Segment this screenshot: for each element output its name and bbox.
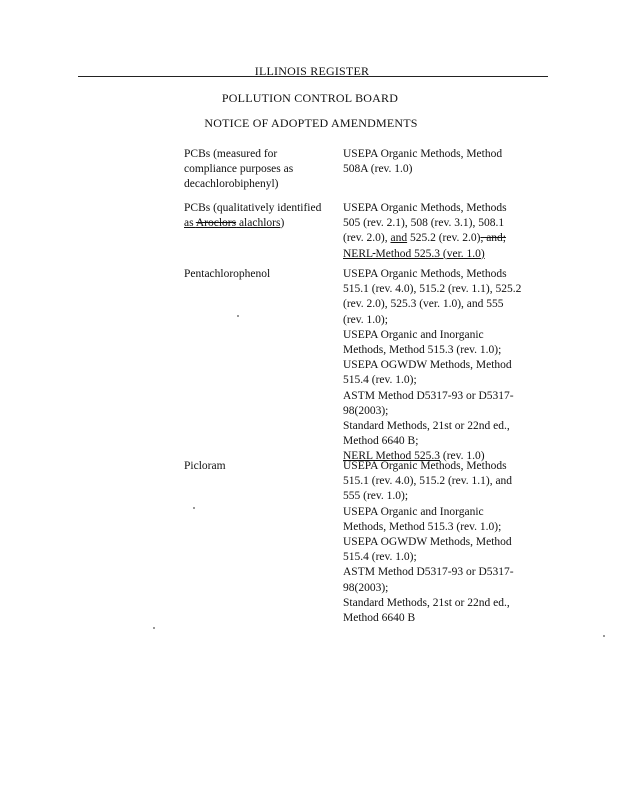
contaminant-name (184, 201, 322, 231)
contaminant-name (184, 459, 319, 474)
method-line: Standard Methods, 21st or 22nd ed., (343, 420, 510, 433)
method-line: Method 6640 B (343, 612, 416, 625)
deleted-text: Aroclors (195, 217, 237, 230)
contaminant-line: Picloram (184, 460, 226, 472)
scan-speck (153, 627, 155, 629)
method-line: 515.4 (rev. 1.0); (343, 374, 417, 387)
method-line: ASTM Method D5317-93 or D5317- (343, 389, 514, 402)
method-line: Method 6640 B; (343, 435, 419, 448)
method-line: 508A (rev. 1.0) (343, 163, 413, 176)
method-list (343, 267, 543, 465)
method-line: USEPA Organic Methods, Methods (343, 460, 507, 472)
method-line: Methods, Method 515.3 (rev. 1.0); (343, 520, 502, 533)
contaminant-line: Pentachlorophenol (184, 268, 271, 280)
contaminant-line: compliance purposes as (184, 163, 294, 176)
method-line: (rev. 1.0); (343, 313, 388, 326)
contaminant-line: PCBs (qualitatively identified (184, 202, 322, 214)
method-line: USEPA Organic Methods, Methods (343, 202, 507, 214)
method-list (343, 459, 543, 626)
scan-speck (603, 635, 605, 637)
scan-speck (237, 315, 239, 317)
method-line: 555 (rev. 1.0); (343, 490, 409, 503)
method-line: 515.4 (rev. 1.0); (343, 551, 417, 564)
method-line: USEPA Organic and Inorganic (343, 328, 484, 341)
method-line-amended (343, 247, 543, 262)
inserted-text: as (184, 217, 196, 230)
method-line: USEPA Organic Methods, Method (343, 148, 503, 160)
method-line: Standard Methods, 21st or 22nd ed., (343, 596, 510, 609)
method-line: USEPA OGWDW Methods, Method (343, 536, 512, 549)
method-line: USEPA Organic Methods, Methods (343, 268, 507, 280)
method-line-amended (343, 231, 543, 246)
plain-text: ) (280, 217, 285, 230)
inserted-text: alachlors (236, 217, 281, 230)
scan-speck (193, 507, 195, 509)
contaminant-line-amended (184, 216, 319, 231)
method-line: 515.1 (rev. 4.0), 515.2 (rev. 1.1), 525.2 (343, 283, 522, 296)
inserted-text: Method 525.3 (ver. 1.0) (375, 247, 485, 260)
contaminant-line: decachlorobiphenyl) (184, 178, 279, 191)
method-list (343, 201, 543, 262)
method-list (343, 147, 543, 177)
inserted-text: and (390, 232, 408, 245)
method-line: 98(2003); (343, 581, 389, 594)
method-line: ASTM Method D5317-93 or D5317- (343, 566, 514, 579)
method-line: 515.1 (rev. 4.0), 515.2 (rev. 1.1), and (343, 475, 513, 488)
method-line: 505 (rev. 2.1), 508 (rev. 3.1), 508.1 (343, 217, 505, 230)
register-title: ILLINOIS REGISTER (254, 64, 370, 78)
deleted-text: , and; (480, 232, 507, 245)
method-line: USEPA Organic and Inorganic (343, 505, 484, 518)
contaminant-name (184, 147, 319, 193)
inserted-text: NERL (343, 247, 373, 260)
plain-text: 525.2 (rev. 2.0) (407, 232, 481, 245)
board-title: POLLUTION CONTROL BOARD (221, 91, 399, 105)
inserted-text: NERL Method 525.3 (343, 450, 440, 463)
plain-text: (rev. 1.0) (440, 450, 485, 463)
contaminant-name (184, 267, 319, 282)
method-line: USEPA OGWDW Methods, Method (343, 359, 512, 372)
contaminant-line: PCBs (measured for (184, 148, 278, 160)
method-line: (rev. 2.0), 525.3 (ver. 1.0), and 555 (343, 298, 504, 311)
notice-title: NOTICE OF ADOPTED AMENDMENTS (204, 116, 418, 130)
plain-text: (rev. 2.0), (343, 232, 391, 245)
method-line: 98(2003); (343, 404, 389, 417)
method-line: Methods, Method 515.3 (rev. 1.0); (343, 344, 502, 357)
